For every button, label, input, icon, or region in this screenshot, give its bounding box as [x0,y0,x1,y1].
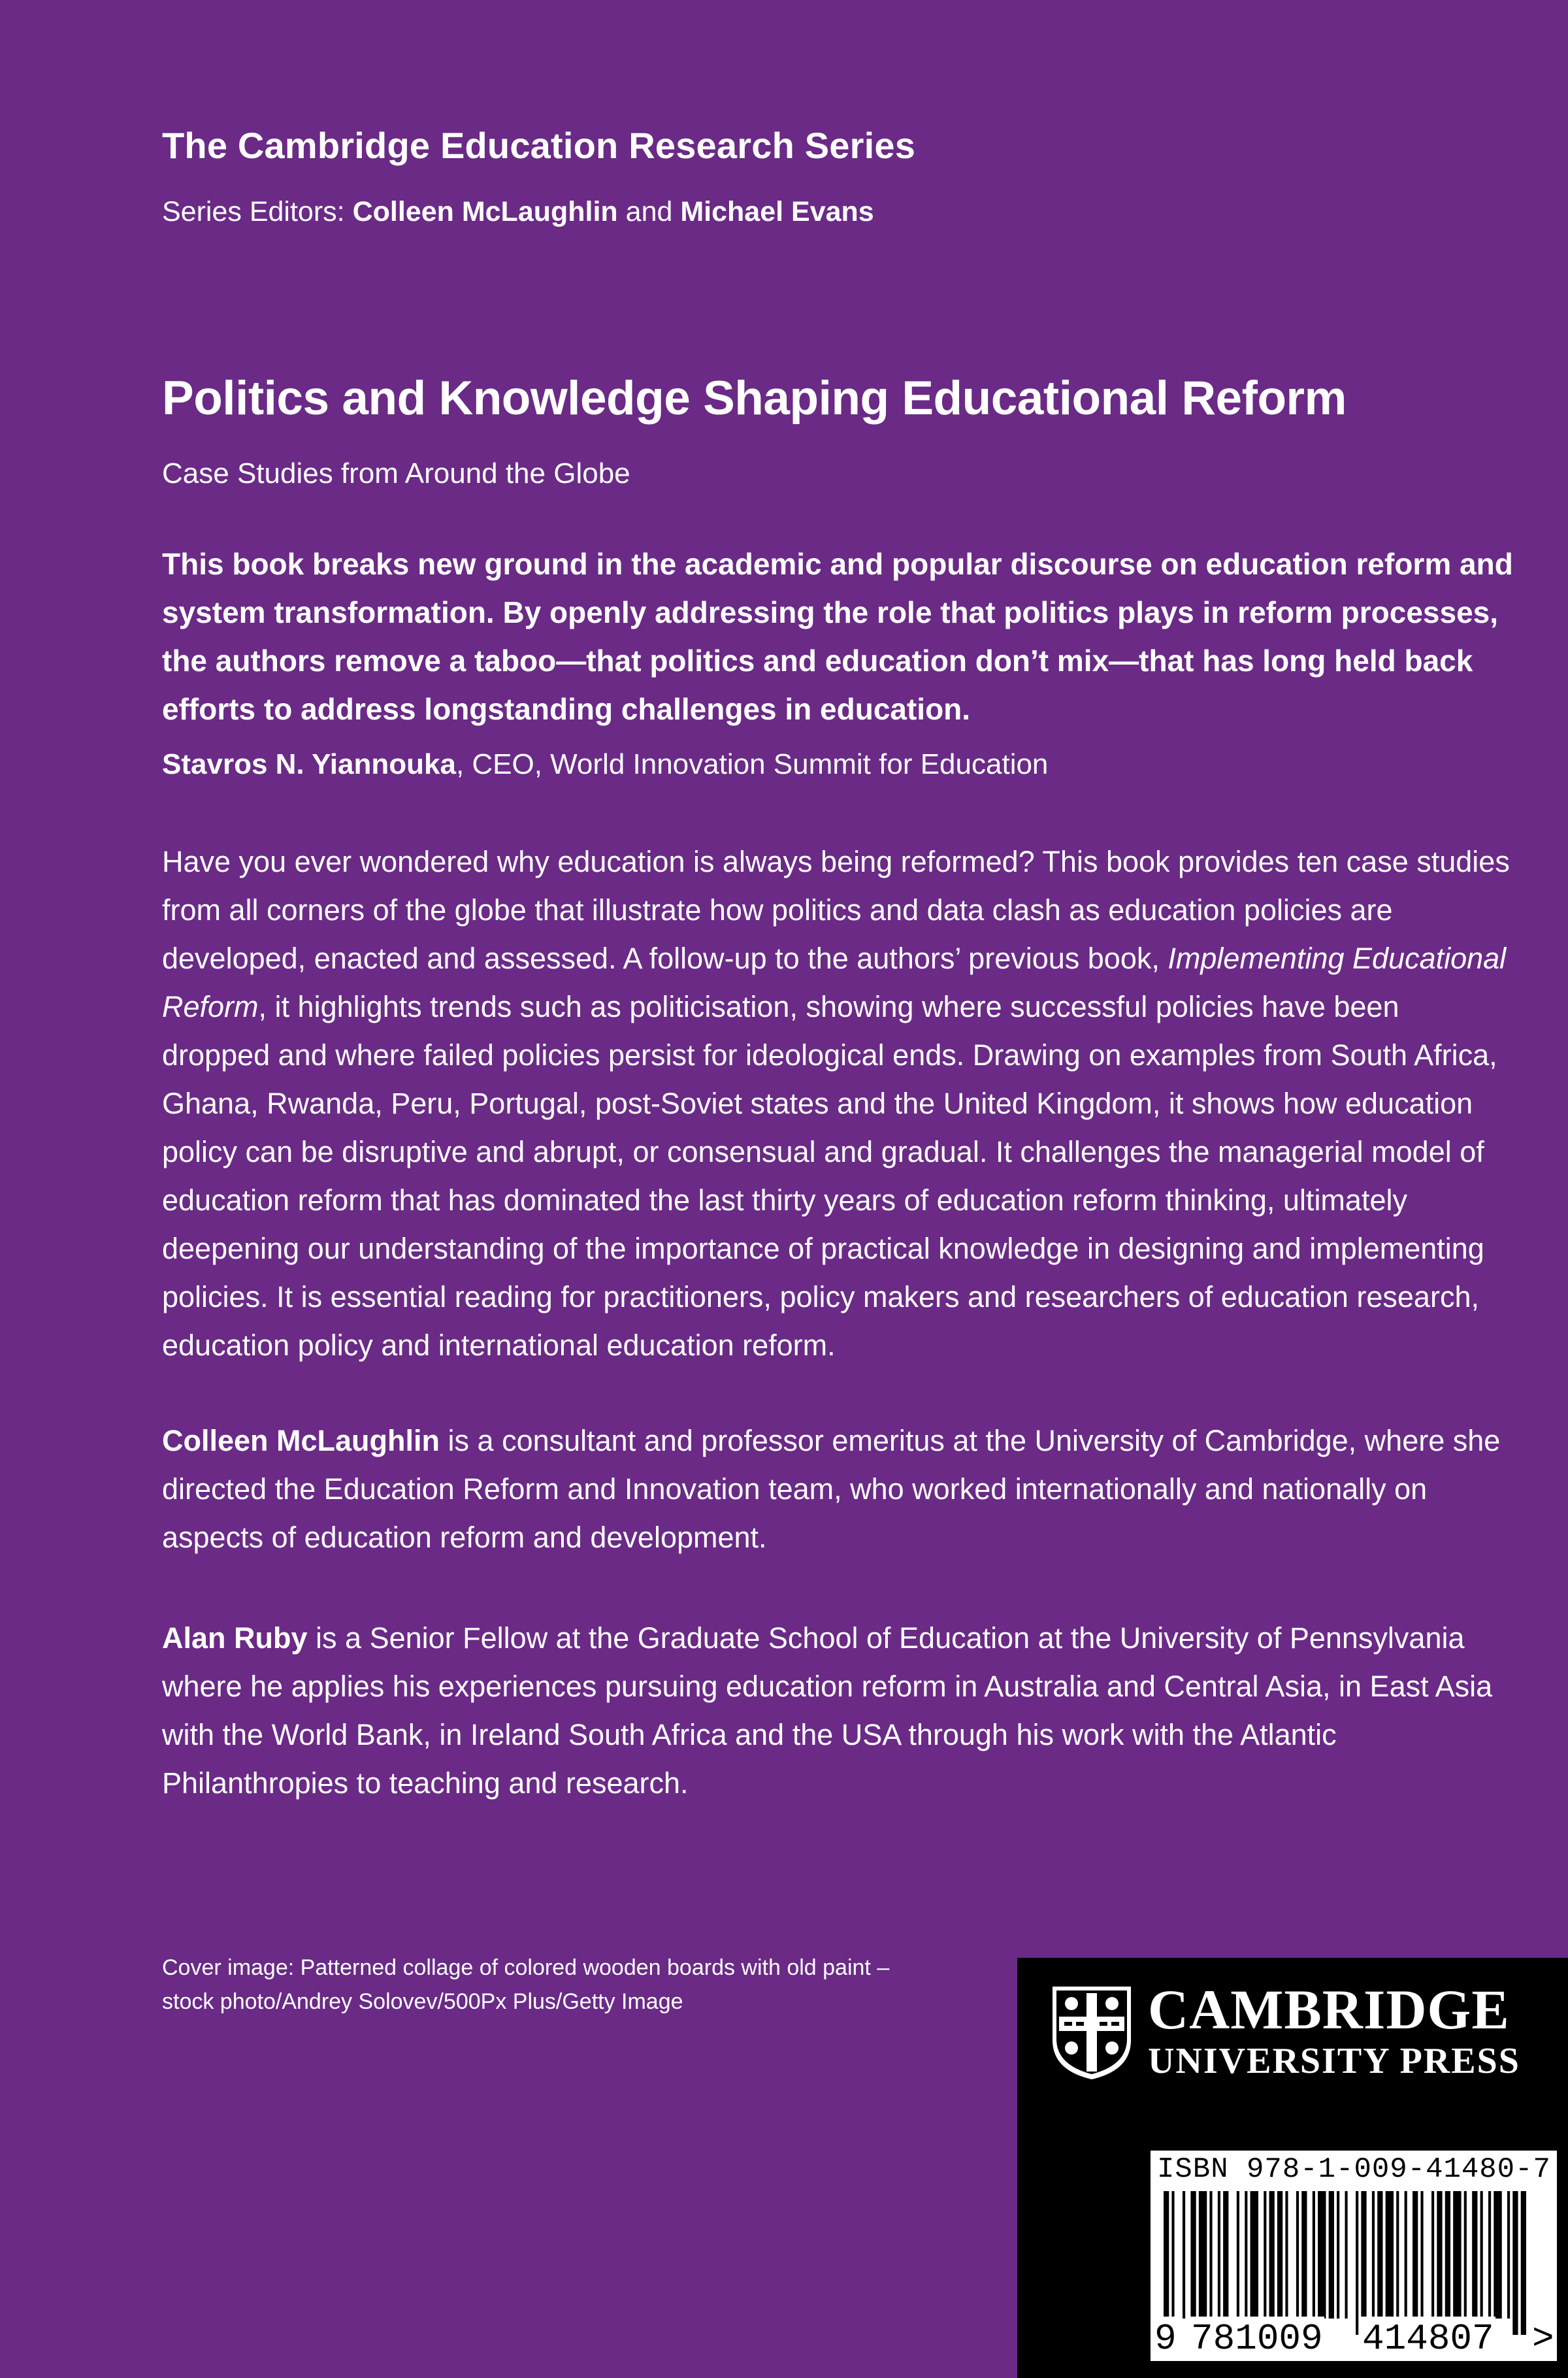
barcode-bar [1386,2191,1394,2319]
barcode-bar [1223,2191,1228,2319]
barcode-bar [1329,2191,1334,2319]
barcode-bar [1171,2191,1174,2335]
barcode-bar [1507,2191,1510,2319]
barcode-bar [1301,2191,1307,2319]
previous-book-title: Implementing Educational Reform [162,942,1507,1023]
barcode-bar [1396,2191,1399,2319]
barcode-bar [1361,2191,1366,2335]
barcode-bar [1372,2191,1375,2319]
barcode-bar [1512,2191,1518,2335]
barcode-bar [1356,2191,1358,2335]
book-subtitle: Case Studies from Around the Globe [162,457,630,489]
barcode-bar [1245,2191,1247,2319]
barcode-bar [1285,2191,1288,2319]
barcode-bar [1521,2191,1526,2335]
author-name: Colleen McLaughlin [162,1424,440,1457]
series-title: The Cambridge Education Research Series [162,125,916,166]
barcode-bar [1480,2191,1483,2319]
barcode-bar [1183,2191,1185,2319]
barcode-bar [1472,2191,1477,2319]
barcode-bar [1420,2191,1423,2319]
barcode-bars [1164,2191,1526,2335]
barcode-bar [1437,2191,1442,2319]
barcode-bar [1413,2191,1418,2319]
barcode-bar [1164,2191,1169,2335]
barcode-bar [1445,2191,1450,2319]
barcode-bar [1453,2191,1461,2319]
endorsement-attribution [162,748,1048,781]
barcode-bar [1377,2191,1382,2319]
barcode-first-digit: 9 [1154,2318,1177,2360]
editor-name-2: Michael Evans [680,196,874,227]
barcode-bar [1337,2191,1339,2319]
barcode-bar [1488,2191,1491,2319]
barcode-bar [1296,2191,1299,2319]
book-description [162,838,1514,1370]
barcode-bar [1494,2191,1501,2319]
editors-prefix: Series Editors: [162,196,353,227]
barcode-bar [1190,2191,1196,2319]
author-bio-mclaughlin [162,1417,1514,1562]
barcode-bar [1318,2191,1326,2319]
cambridge-crest-icon [1050,1984,1134,2082]
description-part-2: , it highlights trends such as politicisation, showing where successful policies have been dropped and where failed policies persist for ideological ends. Drawing on examples from South Africa, Ghana, Rwanda, Peru, Portugal, post-Soviet states and the United Kingdom, it shows how education policy can be disruptive and abrupt, or consensual and gradual. It challenges the managerial model of education reform that has dominated the last thirty years of education reform thinking, ultimately deepening our understanding of the importance of practical knowledge in designing and implementing policies. It is essential reading for practitioners, policy makers and researchers of education research, education policy and international education reform. [162,990,1497,1362]
isbn-label: ISBN 978-1-009-41480-7 [1157,2153,1551,2186]
publisher-name: CAMBRIDGE [1148,1978,1510,2041]
author-bio-text: is a Senior Fellow at the Graduate School of Education at the University of Pennsylvania where he applies his experiences pursuing education reform in Australia and Central Asia, in East Asia with the World Bank, in Ireland South Africa and the USA through his work with the Atlantic Philanthropies to teaching and research. [162,1621,1493,1800]
barcode-bar [1269,2191,1275,2319]
book-title: Politics and Knowledge Shaping Educational Reform [162,372,1347,425]
barcode-end-mark: > [1532,2318,1554,2360]
barcode-digits-left: 781009 [1191,2318,1323,2360]
endorser-role: , CEO, World Innovation Summit for Education [455,748,1049,780]
cover-image-credit: Cover image: Patterned collage of colored wooden boards with old paint – stock photo/Andrey Solovev/500Px Plus/Getty Image [162,1955,890,2014]
endorser-name: Stavros N. Yiannouka [162,748,456,780]
author-name: Alan Ruby [162,1621,308,1655]
barcode-bar [1237,2191,1239,2319]
barcode-digits-right: 414807 [1362,2318,1494,2360]
publisher-block [1017,1958,1568,2378]
series-editors [162,196,874,228]
barcode-bar [1199,2191,1207,2319]
barcode-bar [1345,2191,1348,2319]
barcode-bar [1313,2191,1315,2319]
barcode-digits [1151,2317,1557,2361]
barcode-bar [1464,2191,1467,2319]
barcode-bar [1405,2191,1407,2319]
barcode-bar [1277,2191,1282,2319]
barcode-bar [1264,2191,1266,2319]
author-bio-ruby [162,1614,1514,1808]
description-part-1: Have you ever wondered why education is always being reformed? This book provides ten case studies from all corners of the globe that illustrate how politics and data clash as education policies are developed, enacted and assessed. A follow-up to the authors’ previous book, [162,845,1510,975]
barcode-bar [1218,2191,1220,2319]
editor-name-1: Colleen McLaughlin [352,196,618,227]
barcode-bar [1431,2191,1434,2319]
endorsement-quote: This book breaks new ground in the academic and popular discourse on education reform and system transformation. By openly addressing the role that politics plays in reform processes, the authors remove a taboo—that politics and education don’t mix—that has long held back efforts to address longstanding challenges in education. [162,547,1513,726]
publisher-subtitle: UNIVERSITY PRESS [1148,2041,1520,2081]
barcode-bar [1209,2191,1212,2319]
isbn-barcode [1151,2151,1557,2361]
barcode-bar [1250,2191,1258,2319]
author-bio-text: is a consultant and professor emeritus at the University of Cambridge, where she directed the Education Reform and Innovation team, who worked internationally and nationally on aspects of education reform and development. [162,1424,1501,1554]
editors-and: and [617,196,681,227]
